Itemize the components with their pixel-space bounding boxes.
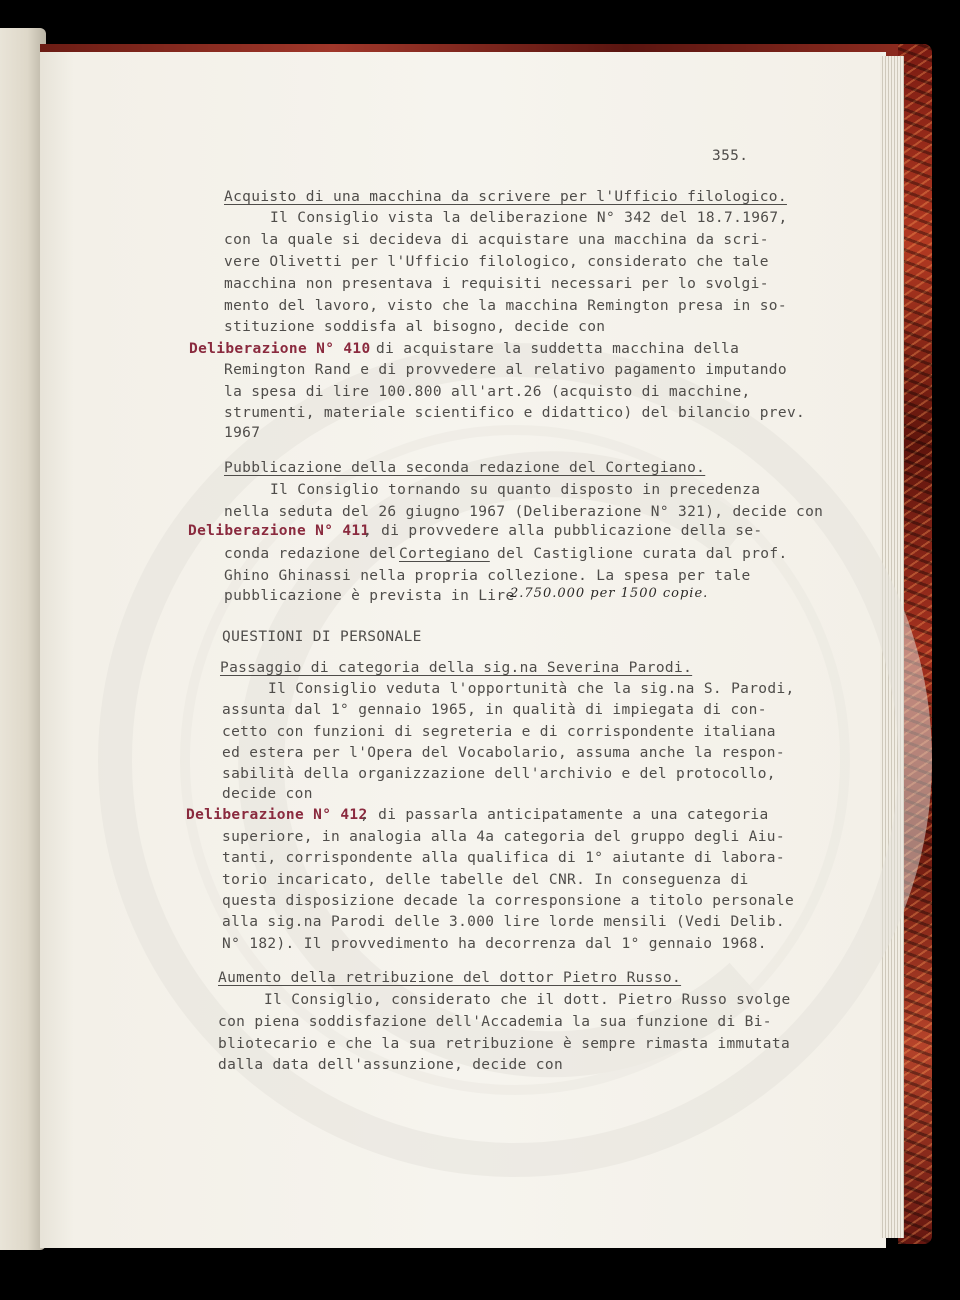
paragraph-line: di acquistare la suddetta macchina della xyxy=(376,341,740,357)
paragraph-line: 1967 xyxy=(224,425,261,441)
paragraph-line: bliotecario e che la sua retribuzione è sempre rimasta immutata xyxy=(218,1036,791,1052)
paragraph-line: assunta dal 1° gennaio 1965, in qualità di impiegata di con- xyxy=(222,702,767,718)
paragraph-line: Il Consiglio tornando su quanto disposto in precedenza xyxy=(270,482,761,498)
section-title-macchina: Acquisto di una macchina da scrivere per l'Ufficio filologico. xyxy=(224,189,787,205)
paragraph-line: mento del lavoro, visto che la macchina Remington presa in so- xyxy=(224,298,787,314)
paragraph-line: vere Olivetti per l'Ufficio filologico, considerato che tale xyxy=(224,254,769,270)
paragraph-line: la spesa di lire 100.800 all'art.26 (acquisto di macchine, xyxy=(224,384,751,400)
paragraph-line: , di provvedere alla pubblicazione della se- xyxy=(363,523,763,539)
paragraph-line: N° 182). Il provvedimento ha decorrenza dal 1° gennaio 1968. xyxy=(222,936,767,952)
paragraph-line: decide con xyxy=(222,786,313,802)
paragraph-line: con piena soddisfazione dell'Accademia la sua funzione di Bi- xyxy=(218,1014,772,1030)
paragraph-line: con la quale si decideva di acquistare una macchina da scri- xyxy=(224,232,769,248)
paragraph-line: torio incaricato, delle tabelle del CNR. In conseguenza di xyxy=(222,872,749,888)
handwritten-annotation: 2.750.000 per 1500 copie. xyxy=(510,586,709,601)
deliberation-label-412: Deliberazione N° 412 xyxy=(186,807,368,823)
section-title-parodi: Passaggio di categoria della sig.na Severina Parodi. xyxy=(220,660,693,676)
paragraph-line: Il Consiglio, considerato che il dott. Pietro Russo svolge xyxy=(264,992,791,1008)
paragraph-line: del Castiglione curata dal prof. xyxy=(497,546,788,562)
paragraph-line: tanti, corrispondente alla qualifica di 1° aiutante di labora- xyxy=(222,850,785,866)
paragraph-line: conda redazione del xyxy=(224,546,397,562)
paragraph-line: ed estera per l'Opera del Vocabolario, assuma anche la respon- xyxy=(222,745,785,761)
paragraph-line: , di passarla anticipatamente a una categoria xyxy=(360,807,769,823)
paragraph-line: nella seduta del 26 giugno 1967 (Deliberazione N° 321), decide con xyxy=(224,504,824,520)
paragraph-line: Remington Rand e di provvedere al relativo pagamento imputando xyxy=(224,362,787,378)
paragraph-line: macchina non presentava i requisiti necessari per lo svolgi- xyxy=(224,276,769,292)
deliberation-label-411: Deliberazione N° 411 xyxy=(188,523,370,539)
section-title-cortegiano: Pubblicazione della seconda redazione del Cortegiano. xyxy=(224,460,706,476)
paragraph-line: pubblicazione è prevista in Lire xyxy=(224,588,515,604)
paragraph-line: alla sig.na Parodi delle 3.000 lire lorde mensili (Vedi Delib. xyxy=(222,914,785,930)
paragraph-line: dalla data dell'assunzione, decide con xyxy=(218,1057,564,1073)
page-number: 355. xyxy=(712,148,749,164)
section-title-russo: Aumento della retribuzione del dottor Pietro Russo. xyxy=(218,970,682,986)
paragraph-line: stituzione soddisfa al bisogno, decide con xyxy=(224,319,606,335)
paragraph-line: Il Consiglio veduta l'opportunità che la sig.na S. Parodi, xyxy=(268,681,795,697)
paragraph-line: cetto con funzioni di segreteria e di corrispondente italiana xyxy=(222,724,776,740)
paragraph-line: sabilità della organizzazione dell'archivio e del protocollo, xyxy=(222,766,776,782)
paragraph-line: questa disposizione decade la corresponsione a titolo personale xyxy=(222,893,795,909)
paragraph-line: Il Consiglio vista la deliberazione N° 342 del 18.7.1967, xyxy=(270,210,788,226)
paragraph-line: Ghino Ghinassi nella propria collezione. La spesa per tale xyxy=(224,568,751,584)
paragraph-line: superiore, in analogia alla 4a categoria del gruppo degli Aiu- xyxy=(222,829,785,845)
paragraph-line: strumenti, materiale scientifico e didattico) del bilancio prev. xyxy=(224,405,806,421)
work-title-cortegiano: Cortegiano xyxy=(399,546,490,562)
deliberation-label-410: Deliberazione N° 410 xyxy=(189,341,371,357)
section-title-personale: QUESTIONI DI PERSONALE xyxy=(222,629,422,645)
